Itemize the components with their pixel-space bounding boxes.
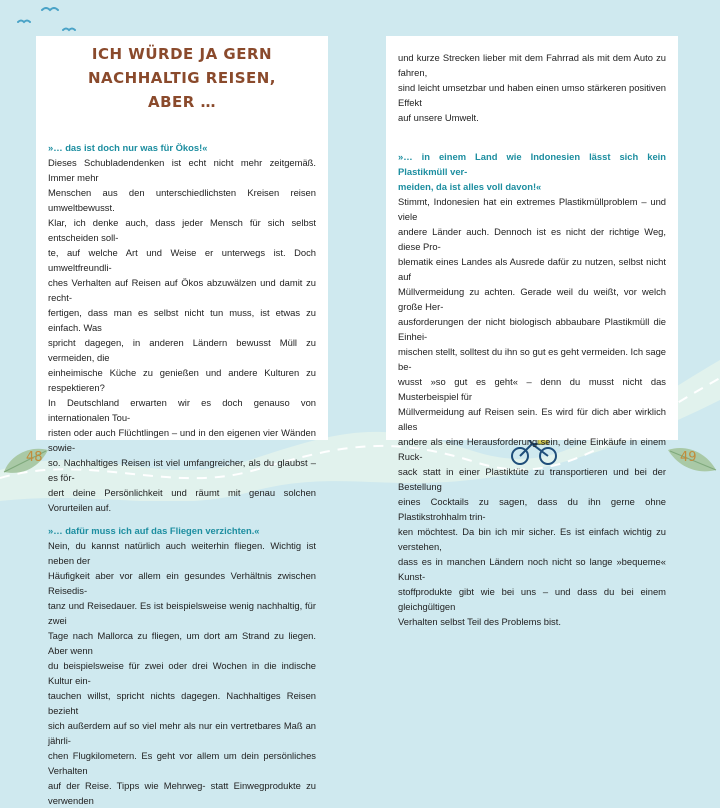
paragraph-line: einheimische Küche zu genießen und andere Kulturen zu respektieren?	[48, 367, 316, 393]
paragraph-line: du beispielsweise für zwei oder drei Wochen in die indische Kultur ein-	[48, 660, 316, 686]
paragraph-line: Klar, ich denke auch, dass jeder Mensch für sich selbst entscheiden soll-	[48, 217, 316, 243]
paragraph-line: te, auf welche Art und Weise er unterwegs ist. Doch umweltfreundli-	[48, 247, 316, 273]
paragraph-line: Verhalten selbst Teil des Problems bist.	[398, 616, 561, 627]
paragraph-line: auf unsere Umwelt.	[398, 112, 479, 123]
paragraph-line: fertigen, dass man es selbst nicht tun muss, ist etwas zu einfach. Was	[48, 307, 316, 333]
paragraph-line: stoffprodukte gibt wie bei uns – und dass du bei einem gleichgültigen	[398, 586, 666, 612]
section-3	[398, 149, 666, 629]
paragraph-line: spricht dagegen, in anderen Ländern bewusst Müll zu vermeiden, die	[48, 337, 316, 363]
paragraph-line: blematik eines Landes als Ausrede dafür zu nutzen, selbst nicht auf	[398, 256, 666, 282]
paragraph-line: andere Länder auch. Dennoch ist es nicht der richtige Weg, diese Pro-	[398, 226, 666, 252]
paragraph-line: andere als eine Herausforderung sein, deine Einkäufe in einem Ruck-	[398, 436, 666, 462]
paragraph-line: ken möchtest. Da bin ich mir sicher. Es ist einfach wichtig zu verstehen,	[398, 526, 666, 552]
section-1	[48, 140, 316, 515]
paragraph-line: sack statt in einer Plastiktüte zu transportieren und bei der Bestellung	[398, 466, 666, 492]
page-title	[48, 42, 316, 114]
section-heading: »… in einem Land wie Indonesien lässt sich kein Plastikmüll ver-	[398, 151, 666, 177]
paragraph-line: Menschen aus den unterschiedlichsten Kreisen reisen umweltbewusst.	[48, 187, 316, 213]
paragraph-line: und kurze Strecken lieber mit dem Fahrrad als mit dem Auto zu fahren,	[398, 52, 666, 78]
paragraph-line: Häufigkeit aber vor allem ein gesundes Verhältnis zwischen Reisedis-	[48, 570, 316, 596]
paragraph-line: Nein, du kannst natürlich auch weiterhin fliegen. Wichtig ist neben der	[48, 540, 316, 566]
paragraph-line: auf der Reise. Tipps wie Mehrweg- statt Einwegprodukte zu verwenden	[48, 780, 316, 806]
page-number-right: 49	[680, 450, 697, 465]
paragraph-line: Tage nach Mallorca zu fliegen, um dort am Strand zu liegen. Aber wenn	[48, 630, 316, 656]
paragraph-line: In Deutschland erwarten wir es doch genauso von internationalen Tou-	[48, 397, 316, 423]
intro-paragraph	[398, 50, 666, 125]
title-line-1: ICH WÜRDE JA GERN NACHHALTIG REISEN,	[88, 45, 276, 87]
section-heading: meiden, da ist alles voll davon!«	[398, 181, 542, 192]
paragraph-line: Stimmt, Indonesien hat ein extremes Plastikmüllproblem – und viele	[398, 196, 666, 222]
birds-top-left-icon	[18, 8, 75, 30]
section-heading: »… dafür muss ich auf das Fliegen verzichten.«	[48, 525, 260, 536]
left-page	[36, 36, 328, 806]
paragraph-line: tauchen willst, spricht nichts dagegen. Nachhaltiges Reisen bezieht	[48, 690, 316, 716]
paragraph-line: so. Nachhaltiges Reisen ist viel umfangreicher, als du glaubst – es för-	[48, 457, 316, 483]
section-heading: »… das ist doch nur was für Ökos!«	[48, 142, 208, 153]
paragraph-line: sich außerdem auf so viel mehr als nur ein vertretbares Maß an jährli-	[48, 720, 316, 746]
paragraph-line: dert deine Persönlichkeit und räumt mit genau solchen Vorurteilen auf.	[48, 487, 316, 513]
paragraph-line: dass es in manchen Ländern noch nicht so lange »bequeme« Kunst-	[398, 556, 666, 582]
paragraph-line: ches Verhalten auf Reisen auf Ökos abzuwälzen und damit zu recht-	[48, 277, 316, 303]
paragraph-line: mischen stellt, solltest du ihn so gut es geht vermeiden. Ich sage be-	[398, 346, 666, 372]
right-page	[386, 36, 678, 627]
paragraph-line: Müllvermeidung auf Reisen sein. Es wird für dich aber wirklich alles	[398, 406, 666, 432]
paragraph-line: wusst »so gut es geht« – denn du musst nicht das Musterbeispiel für	[398, 376, 666, 402]
paragraph-line: chen Flugkilometern. Es geht vor allem um dein persönliches Verhalten	[48, 750, 316, 776]
paragraph-line: Müllvermeidung zu achten. Gerade weil du weißt, vor welch große Her-	[398, 286, 666, 312]
page-number-left: 48	[26, 450, 43, 465]
title-line-2: ABER …	[147, 93, 217, 111]
paragraph-line: sind leicht umsetzbar und haben einen umso stärkeren positiven Effekt	[398, 82, 666, 108]
section-2	[48, 523, 316, 808]
paragraph-line: eines Cocktails zu sagen, dass du ihn gerne ohne Plastikstrohhalm trin-	[398, 496, 666, 522]
paragraph-line: ausforderungen der nicht biologisch abbaubare Plastikmüll die Einhei-	[398, 316, 666, 342]
paragraph-line: risten oder auch Flüchtlingen – und in den eigenen vier Wänden sowie-	[48, 427, 316, 453]
paragraph-line: tanz und Reisedauer. Es ist beispielsweise wenig nachhaltig, für zwei	[48, 600, 316, 626]
paragraph-line: Dieses Schubladendenken ist echt nicht mehr zeitgemäß. Immer mehr	[48, 157, 316, 183]
